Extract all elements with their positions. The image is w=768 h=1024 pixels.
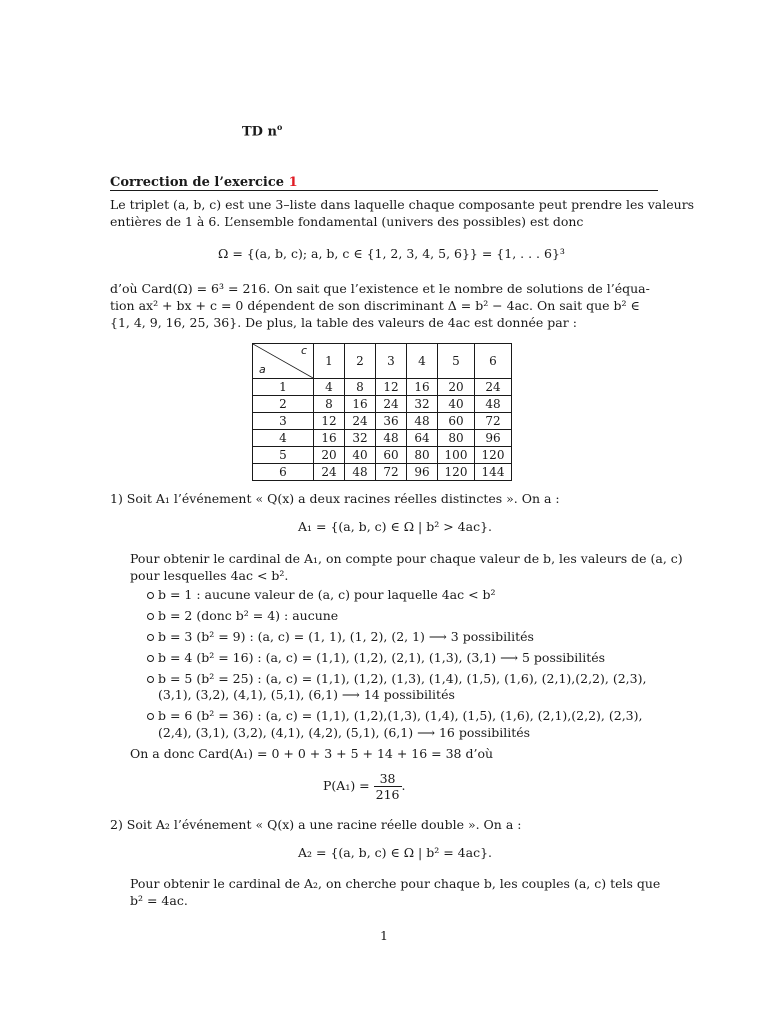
- q1-text2: pour lesquelles 4ac < b².: [130, 568, 289, 583]
- bullet-marker: [147, 655, 154, 662]
- corner-diagonal: [253, 344, 313, 378]
- prob-fraction: [374, 771, 402, 802]
- table-cell: 16: [314, 430, 345, 447]
- section-heading: Correction de l’exercice 1: [110, 175, 298, 190]
- column-header: 3: [376, 344, 407, 379]
- table-cell: 96: [407, 464, 438, 481]
- bullet-marker: [147, 676, 154, 683]
- column-header: 4: [407, 344, 438, 379]
- table-cell: 120: [438, 464, 475, 481]
- column-header: 2: [345, 344, 376, 379]
- table-cell: 8: [314, 396, 345, 413]
- prob-lhs: P(A₁) =: [323, 778, 370, 793]
- table-row: [253, 464, 512, 481]
- table-row: [253, 430, 512, 447]
- values-table: [252, 343, 512, 481]
- column-header: 5: [438, 344, 475, 379]
- table-cell: 40: [438, 396, 475, 413]
- bullet-item-b1: b = 1 : aucune valeur de (a, c) pour laquelle 4ac < b²: [158, 587, 496, 602]
- para2-line3: {1, 4, 9, 16, 25, 36}. De plus, la table des valeurs de 4ac est donnée par :: [110, 315, 577, 330]
- q2-text2: b² = 4ac.: [130, 893, 188, 908]
- bullet-marker: [147, 634, 154, 641]
- table-cell: 80: [407, 447, 438, 464]
- omega-equation: Ω = {(a, b, c); a, b, c ∈ {1, 2, 3, 4, 5, 6}} = {1, . . . 6}³: [218, 246, 565, 261]
- column-header: 6: [475, 344, 512, 379]
- table-cell: 24: [345, 413, 376, 430]
- table-cell: 80: [438, 430, 475, 447]
- table-cell: 72: [475, 413, 512, 430]
- table-cell: 48: [407, 413, 438, 430]
- table-cell: 24: [314, 464, 345, 481]
- table-cell: 8: [345, 379, 376, 396]
- values-table-wrapper: [252, 343, 512, 481]
- para1-line2: entières de 1 à 6. L’ensemble fondamental (univers des possibles) est donc: [110, 214, 584, 229]
- q1-intro: 1) Soit A₁ l’événement « Q(x) a deux racines réelles distinctes ». On a :: [110, 491, 560, 506]
- q2-equation: A₂ = {(a, b, c) ∈ Ω | b² = 4ac}.: [298, 845, 493, 860]
- table-cell: 12: [314, 413, 345, 430]
- row-header: 3: [253, 413, 314, 430]
- bullet-item-b5-cont: (3,1), (3,2), (4,1), (5,1), (6,1) ⟶ 14 possibilités: [158, 687, 455, 702]
- table-cell: 40: [345, 447, 376, 464]
- table-cell: 32: [345, 430, 376, 447]
- bullet-item-b3: b = 3 (b² = 9) : (a, c) = (1, 1), (1, 2), (2, 1) ⟶ 3 possibilités: [158, 629, 534, 644]
- bullet-item-b2: b = 2 (donc b² = 4) : aucune: [158, 608, 339, 623]
- prob-denominator: 216: [375, 787, 400, 802]
- q1-text1: Pour obtenir le cardinal de A₁, on compte pour chaque valeur de b, les valeurs de (a, c): [130, 551, 683, 566]
- q2-text1: Pour obtenir le cardinal de A₂, on cherche pour chaque b, les couples (a, c) tels que: [130, 876, 661, 891]
- bullet-item-b5: b = 5 (b² = 25) : (a, c) = (1,1), (1,2), (1,3), (1,4), (1,5), (1,6), (2,1),(2,2), (2,3),: [158, 671, 647, 686]
- row-header: 2: [253, 396, 314, 413]
- table-row: [253, 413, 512, 430]
- table-row: [253, 379, 512, 396]
- q1-probability: [323, 771, 405, 802]
- column-header: 1: [314, 344, 345, 379]
- corner-c-label: c: [300, 344, 307, 357]
- q1-card: On a donc Card(A₁) = 0 + 0 + 3 + 5 + 14 + 16 = 38 d’où: [130, 746, 494, 761]
- table-cell: 4: [314, 379, 345, 396]
- table-cell: 64: [407, 430, 438, 447]
- table-cell: 24: [475, 379, 512, 396]
- para1-line1: Le triplet (a, b, c) est une 3–liste dans laquelle chaque composante peut prendre les valeurs: [110, 197, 695, 212]
- table-cell: 120: [475, 447, 512, 464]
- table-cell: 32: [407, 396, 438, 413]
- bullet-item-b6: b = 6 (b² = 36) : (a, c) = (1,1), (1,2),(1,3), (1,4), (1,5), (1,6), (2,1),(2,2), (2,3),: [158, 708, 643, 723]
- table-cell: 60: [376, 447, 407, 464]
- table-cell: 24: [376, 396, 407, 413]
- table-cell: 72: [376, 464, 407, 481]
- table-cell: 60: [438, 413, 475, 430]
- row-header: 5: [253, 447, 314, 464]
- table-cell: 20: [314, 447, 345, 464]
- bullet-item-b4: b = 4 (b² = 16) : (a, c) = (1,1), (1,2), (2,1), (1,3), (3,1) ⟶ 5 possibilités: [158, 650, 606, 665]
- table-cell: 144: [475, 464, 512, 481]
- row-header: 1: [253, 379, 314, 396]
- exercise-number-link[interactable]: 1: [288, 175, 298, 190]
- prob-end: .: [401, 778, 406, 793]
- table-cell: 48: [345, 464, 376, 481]
- table-cell: 48: [376, 430, 407, 447]
- table-cell: 16: [407, 379, 438, 396]
- table-cell: 48: [475, 396, 512, 413]
- bullet-item-b6-cont: (2,4), (3,1), (3,2), (4,1), (4,2), (5,1), (6,1) ⟶ 16 possibilités: [158, 725, 531, 740]
- table-row: [253, 396, 512, 413]
- q1-equation: A₁ = {(a, b, c) ∈ Ω | b² > 4ac}.: [298, 519, 493, 534]
- corner-a-label: a: [259, 363, 266, 376]
- table-cell: 96: [475, 430, 512, 447]
- row-header: 4: [253, 430, 314, 447]
- bullet-marker: [147, 592, 154, 599]
- table-cell: 16: [345, 396, 376, 413]
- page-number: 1: [380, 928, 388, 943]
- para2-line2: tion ax² + bx + c = 0 dépendent de son discriminant Δ = b² − 4ac. On sait que b² ∈: [110, 298, 640, 313]
- table-cell: 20: [438, 379, 475, 396]
- bullet-marker: [147, 713, 154, 720]
- table-row: [253, 447, 512, 464]
- page-title: TD $n^o$: [242, 122, 283, 140]
- table-cell: 12: [376, 379, 407, 396]
- heading-rule: [110, 190, 658, 191]
- table-header-row: [253, 344, 512, 379]
- para2-line1: d’où Card(Ω) = 6³ = 216. On sait que l’existence et le nombre de solutions de l’équa-: [110, 281, 650, 296]
- bullet-marker: [147, 613, 154, 620]
- table-corner-cell: [253, 344, 314, 379]
- q2-intro: 2) Soit A₂ l’événement « Q(x) a une racine réelle double ». On a :: [110, 817, 522, 832]
- table-cell: 36: [376, 413, 407, 430]
- row-header: 6: [253, 464, 314, 481]
- table-cell: 100: [438, 447, 475, 464]
- prob-numerator: 38: [374, 771, 402, 787]
